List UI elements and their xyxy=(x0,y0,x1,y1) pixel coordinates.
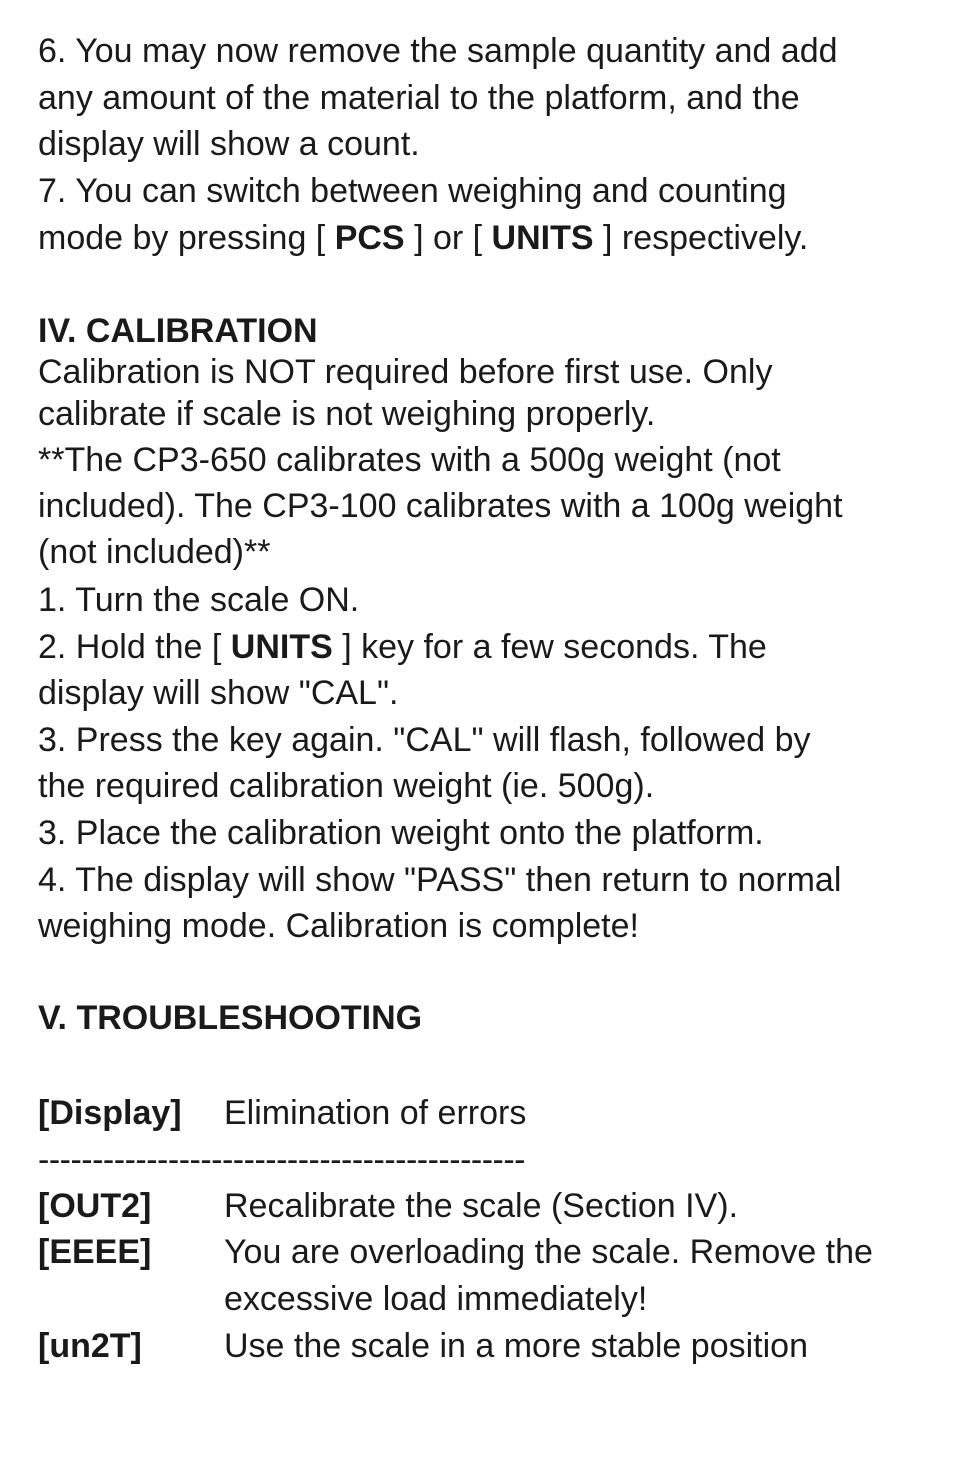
calibration-step3a-line1: 3. Press the key again. "CAL" will flash, followed by xyxy=(38,721,811,759)
step6-line1: 6. You may now remove the sample quantity and add xyxy=(38,32,838,70)
calibration-note-line2: included). The CP3-100 calibrates with a 100g weight xyxy=(38,487,843,525)
calibration-step4-line2: weighing mode. Calibration is complete! xyxy=(38,907,639,945)
troubleshooting-heading: V. TROUBLESHOOTING xyxy=(38,999,423,1037)
calibration-step2-line2: display will show "CAL". xyxy=(38,674,399,712)
error-code: [EEEE] xyxy=(38,1233,152,1271)
error-code: [OUT2] xyxy=(38,1187,152,1225)
error-description: Use the scale in a more stable position xyxy=(224,1327,808,1365)
calibration-note-line1: **The CP3-650 calibrates with a 500g weight (not xyxy=(38,441,781,479)
calibration-note-line3: (not included)** xyxy=(38,533,271,571)
table-header-code: [Display] xyxy=(38,1094,182,1132)
calibration-heading: IV. CALIBRATION xyxy=(38,312,318,350)
calibration-step3b: 3. Place the calibration weight onto the platform. xyxy=(38,814,764,852)
step7-line1: 7. You can switch between weighing and counting xyxy=(38,172,787,210)
table-divider: --------------------------------------------- xyxy=(38,1141,526,1179)
step7-text-pre: mode by pressing [ xyxy=(38,219,335,257)
table-header-desc: Elimination of errors xyxy=(224,1094,527,1132)
error-description-cont: excessive load immediately! xyxy=(224,1280,648,1318)
calibration-intro-line2: calibrate if scale is not weighing properly. xyxy=(38,395,656,433)
calibration-step3a-line2: the required calibration weight (ie. 500g). xyxy=(38,767,655,805)
calibration-intro-line1: Calibration is NOT required before first use. Only xyxy=(38,353,773,391)
step7-text-mid: ] or [ xyxy=(404,219,492,257)
calibration-step4-line1: 4. The display will show "PASS" then return to normal xyxy=(38,861,842,899)
step7-text-post: ] respectively. xyxy=(593,219,809,257)
step2-text-post: ] key for a few seconds. The xyxy=(332,628,767,666)
error-description: Recalibrate the scale (Section IV). xyxy=(224,1187,739,1225)
calibration-step1: 1. Turn the scale ON. xyxy=(38,581,360,619)
calibration-step2-line1 xyxy=(38,627,767,667)
step6-line2: any amount of the material to the platform, and the xyxy=(38,79,800,117)
step6-line3: display will show a count. xyxy=(38,125,420,163)
error-code: [un2T] xyxy=(38,1327,142,1365)
error-description: You are overloading the scale. Remove the xyxy=(224,1233,873,1271)
step2-text-pre: 2. Hold the [ xyxy=(38,628,231,666)
key-pcs: PCS xyxy=(334,219,405,257)
step7-line2 xyxy=(38,218,808,258)
key-units: UNITS xyxy=(491,219,594,257)
step2-key-units: UNITS xyxy=(230,628,333,666)
